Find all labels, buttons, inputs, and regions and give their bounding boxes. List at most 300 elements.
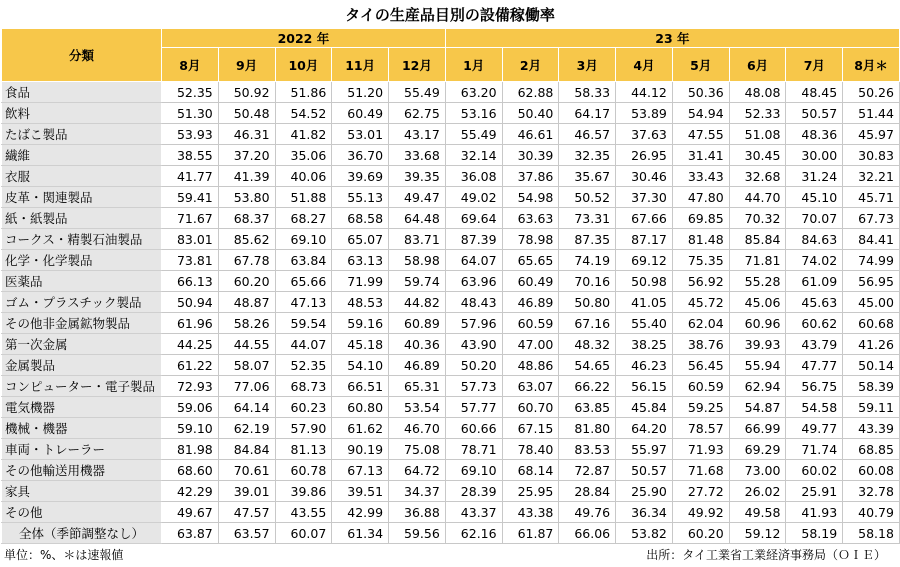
value-cell: 64.14 (218, 397, 275, 418)
value-cell: 85.62 (218, 229, 275, 250)
value-cell: 25.90 (616, 481, 673, 502)
value-cell: 60.07 (275, 523, 332, 544)
value-cell: 61.22 (162, 355, 219, 376)
value-cell: 53.89 (616, 103, 673, 124)
value-cell: 66.06 (559, 523, 616, 544)
value-cell: 60.59 (502, 313, 559, 334)
table-row (2, 481, 900, 502)
value-cell: 50.94 (162, 292, 219, 313)
value-cell: 62.04 (672, 313, 729, 334)
value-cell: 50.48 (218, 103, 275, 124)
value-cell: 39.86 (275, 481, 332, 502)
year-header-2023: 23 年 (445, 29, 899, 48)
value-cell: 60.20 (218, 271, 275, 292)
value-cell: 60.80 (332, 397, 389, 418)
value-cell: 41.05 (616, 292, 673, 313)
utilization-table (1, 28, 900, 544)
value-cell: 48.45 (786, 82, 843, 103)
value-cell: 60.49 (502, 271, 559, 292)
value-cell: 61.09 (786, 271, 843, 292)
row-category-label: 衣服 (2, 166, 162, 187)
value-cell: 67.78 (218, 250, 275, 271)
value-cell: 59.41 (162, 187, 219, 208)
month-header: 8月＊ (843, 48, 900, 82)
value-cell: 66.13 (162, 271, 219, 292)
category-header: 分類 (2, 29, 162, 82)
value-cell: 69.10 (445, 460, 502, 481)
value-cell: 64.07 (445, 250, 502, 271)
value-cell: 51.44 (843, 103, 900, 124)
value-cell: 28.39 (445, 481, 502, 502)
value-cell: 49.47 (389, 187, 446, 208)
month-header: 11月 (332, 48, 389, 82)
value-cell: 63.87 (162, 523, 219, 544)
row-category-label: ゴム・プラスチック製品 (2, 292, 162, 313)
value-cell: 37.63 (616, 124, 673, 145)
value-cell: 46.70 (389, 418, 446, 439)
value-cell: 63.85 (559, 397, 616, 418)
value-cell: 62.94 (729, 376, 786, 397)
table-row (2, 292, 900, 313)
value-cell: 46.31 (218, 124, 275, 145)
value-cell: 45.10 (786, 187, 843, 208)
page-title: タイの生産品目別の設備稼働率 (345, 6, 555, 24)
value-cell: 78.71 (445, 439, 502, 460)
value-cell: 83.71 (389, 229, 446, 250)
value-cell: 60.78 (275, 460, 332, 481)
value-cell: 67.15 (502, 418, 559, 439)
value-cell: 40.36 (389, 334, 446, 355)
table-row (2, 313, 900, 334)
value-cell: 49.02 (445, 187, 502, 208)
value-cell: 43.79 (786, 334, 843, 355)
row-category-label: 食品 (2, 82, 162, 103)
unit-note: 単位：%、＊は速報値 (4, 548, 124, 562)
value-cell: 50.98 (616, 271, 673, 292)
value-cell: 45.00 (843, 292, 900, 313)
value-cell: 58.19 (786, 523, 843, 544)
value-cell: 70.61 (218, 460, 275, 481)
value-cell: 64.17 (559, 103, 616, 124)
year-header-2022: 2022 年 (162, 29, 446, 48)
row-category-label: 全体（季節調整なし） (2, 523, 162, 544)
value-cell: 45.72 (672, 292, 729, 313)
table-row (2, 376, 900, 397)
value-cell: 41.77 (162, 166, 219, 187)
value-cell: 26.95 (616, 145, 673, 166)
value-cell: 31.41 (672, 145, 729, 166)
value-cell: 63.07 (502, 376, 559, 397)
value-cell: 71.99 (332, 271, 389, 292)
value-cell: 39.69 (332, 166, 389, 187)
table-row (2, 103, 900, 124)
value-cell: 43.39 (843, 418, 900, 439)
value-cell: 56.95 (843, 271, 900, 292)
value-cell: 35.06 (275, 145, 332, 166)
value-cell: 46.89 (389, 355, 446, 376)
value-cell: 45.97 (843, 124, 900, 145)
value-cell: 63.96 (445, 271, 502, 292)
value-cell: 59.74 (389, 271, 446, 292)
value-cell: 44.55 (218, 334, 275, 355)
value-cell: 25.95 (502, 481, 559, 502)
value-cell: 74.99 (843, 250, 900, 271)
value-cell: 50.14 (843, 355, 900, 376)
table-row (2, 460, 900, 481)
value-cell: 84.63 (786, 229, 843, 250)
value-cell: 62.16 (445, 523, 502, 544)
value-cell: 81.80 (559, 418, 616, 439)
value-cell: 60.70 (502, 397, 559, 418)
value-cell: 60.96 (729, 313, 786, 334)
value-cell: 46.61 (502, 124, 559, 145)
value-cell: 48.53 (332, 292, 389, 313)
value-cell: 69.10 (275, 229, 332, 250)
value-cell: 59.25 (672, 397, 729, 418)
value-cell: 53.01 (332, 124, 389, 145)
value-cell: 68.85 (843, 439, 900, 460)
value-cell: 54.10 (332, 355, 389, 376)
value-cell: 56.92 (672, 271, 729, 292)
value-cell: 58.39 (843, 376, 900, 397)
value-cell: 84.84 (218, 439, 275, 460)
row-category-label: 化学・化学製品 (2, 250, 162, 271)
value-cell: 57.90 (275, 418, 332, 439)
value-cell: 72.87 (559, 460, 616, 481)
row-category-label: 紙・紙製品 (2, 208, 162, 229)
value-cell: 28.84 (559, 481, 616, 502)
row-category-label: 電気機器 (2, 397, 162, 418)
value-cell: 51.88 (275, 187, 332, 208)
value-cell: 49.58 (729, 502, 786, 523)
value-cell: 59.56 (389, 523, 446, 544)
value-cell: 87.17 (616, 229, 673, 250)
value-cell: 54.58 (786, 397, 843, 418)
value-cell: 52.35 (162, 82, 219, 103)
value-cell: 32.14 (445, 145, 502, 166)
value-cell: 74.02 (786, 250, 843, 271)
value-cell: 73.31 (559, 208, 616, 229)
value-cell: 45.18 (332, 334, 389, 355)
value-cell: 60.49 (332, 103, 389, 124)
value-cell: 75.35 (672, 250, 729, 271)
value-cell: 36.34 (616, 502, 673, 523)
value-cell: 58.98 (389, 250, 446, 271)
value-cell: 50.80 (559, 292, 616, 313)
value-cell: 39.35 (389, 166, 446, 187)
value-cell: 84.41 (843, 229, 900, 250)
value-cell: 43.38 (502, 502, 559, 523)
value-cell: 39.93 (729, 334, 786, 355)
value-cell: 62.19 (218, 418, 275, 439)
value-cell: 45.71 (843, 187, 900, 208)
table-row (2, 502, 900, 523)
value-cell: 71.74 (786, 439, 843, 460)
value-cell: 71.67 (162, 208, 219, 229)
value-cell: 68.14 (502, 460, 559, 481)
table-row (2, 82, 900, 103)
value-cell: 50.52 (559, 187, 616, 208)
value-cell: 63.84 (275, 250, 332, 271)
value-cell: 66.51 (332, 376, 389, 397)
value-cell: 67.13 (332, 460, 389, 481)
value-cell: 68.37 (218, 208, 275, 229)
value-cell: 51.30 (162, 103, 219, 124)
value-cell: 64.20 (616, 418, 673, 439)
value-cell: 33.43 (672, 166, 729, 187)
value-cell: 48.36 (786, 124, 843, 145)
value-cell: 60.59 (672, 376, 729, 397)
value-cell: 38.76 (672, 334, 729, 355)
value-cell: 50.57 (616, 460, 673, 481)
value-cell: 45.84 (616, 397, 673, 418)
value-cell: 36.08 (445, 166, 502, 187)
month-header: 4月 (616, 48, 673, 82)
value-cell: 73.00 (729, 460, 786, 481)
value-cell: 47.80 (672, 187, 729, 208)
value-cell: 78.98 (502, 229, 559, 250)
value-cell: 45.06 (729, 292, 786, 313)
value-cell: 67.73 (843, 208, 900, 229)
value-cell: 30.45 (729, 145, 786, 166)
value-cell: 59.06 (162, 397, 219, 418)
value-cell: 47.77 (786, 355, 843, 376)
value-cell: 67.66 (616, 208, 673, 229)
value-cell: 60.68 (843, 313, 900, 334)
row-category-label: 車両・トレーラー (2, 439, 162, 460)
table-row (2, 208, 900, 229)
value-cell: 78.40 (502, 439, 559, 460)
value-cell: 32.78 (843, 481, 900, 502)
value-cell: 54.98 (502, 187, 559, 208)
row-category-label: 飲料 (2, 103, 162, 124)
value-cell: 60.08 (843, 460, 900, 481)
value-cell: 60.20 (672, 523, 729, 544)
table-row (2, 124, 900, 145)
value-cell: 25.91 (786, 481, 843, 502)
value-cell: 41.26 (843, 334, 900, 355)
source-note: 出所：タイ工業省工業経済事務局（ＯＩＥ） (646, 548, 886, 562)
value-cell: 71.93 (672, 439, 729, 460)
table-row (2, 271, 900, 292)
row-category-label: 繊維 (2, 145, 162, 166)
value-cell: 63.57 (218, 523, 275, 544)
table-row (2, 250, 900, 271)
value-cell: 51.86 (275, 82, 332, 103)
value-cell: 44.07 (275, 334, 332, 355)
value-cell: 65.65 (502, 250, 559, 271)
value-cell: 68.73 (275, 376, 332, 397)
value-cell: 44.25 (162, 334, 219, 355)
value-cell: 61.62 (332, 418, 389, 439)
value-cell: 34.37 (389, 481, 446, 502)
value-cell: 59.10 (162, 418, 219, 439)
value-cell: 50.40 (502, 103, 559, 124)
value-cell: 37.86 (502, 166, 559, 187)
row-category-label: 金属製品 (2, 355, 162, 376)
row-category-label: その他 (2, 502, 162, 523)
month-header: 10月 (275, 48, 332, 82)
value-cell: 87.39 (445, 229, 502, 250)
value-cell: 59.54 (275, 313, 332, 334)
value-cell: 49.67 (162, 502, 219, 523)
value-cell: 48.32 (559, 334, 616, 355)
value-cell: 64.72 (389, 460, 446, 481)
value-cell: 65.66 (275, 271, 332, 292)
value-cell: 53.93 (162, 124, 219, 145)
month-header: 3月 (559, 48, 616, 82)
value-cell: 39.01 (218, 481, 275, 502)
month-header: 9月 (218, 48, 275, 82)
value-cell: 69.29 (729, 439, 786, 460)
value-cell: 32.35 (559, 145, 616, 166)
value-cell: 44.82 (389, 292, 446, 313)
row-category-label: その他非金属鉱物製品 (2, 313, 162, 334)
value-cell: 71.81 (729, 250, 786, 271)
row-category-label: 第一次金属 (2, 334, 162, 355)
value-cell: 58.07 (218, 355, 275, 376)
value-cell: 59.12 (729, 523, 786, 544)
value-cell: 40.79 (843, 502, 900, 523)
value-cell: 83.53 (559, 439, 616, 460)
value-cell: 41.93 (786, 502, 843, 523)
value-cell: 66.99 (729, 418, 786, 439)
value-cell: 55.97 (616, 439, 673, 460)
value-cell: 59.16 (332, 313, 389, 334)
value-cell: 30.39 (502, 145, 559, 166)
value-cell: 60.66 (445, 418, 502, 439)
value-cell: 36.70 (332, 145, 389, 166)
value-cell: 71.68 (672, 460, 729, 481)
value-cell: 62.75 (389, 103, 446, 124)
value-cell: 60.23 (275, 397, 332, 418)
value-cell: 56.15 (616, 376, 673, 397)
row-category-label: 皮革・関連製品 (2, 187, 162, 208)
value-cell: 40.06 (275, 166, 332, 187)
month-header: 2月 (502, 48, 559, 82)
value-cell: 57.73 (445, 376, 502, 397)
value-cell: 68.60 (162, 460, 219, 481)
value-cell: 73.81 (162, 250, 219, 271)
value-cell: 60.89 (389, 313, 446, 334)
table-row (2, 145, 900, 166)
table-row (2, 229, 900, 250)
value-cell: 70.32 (729, 208, 786, 229)
value-cell: 54.65 (559, 355, 616, 376)
value-cell: 32.21 (843, 166, 900, 187)
value-cell: 46.57 (559, 124, 616, 145)
value-cell: 87.35 (559, 229, 616, 250)
value-cell: 44.70 (729, 187, 786, 208)
value-cell: 66.22 (559, 376, 616, 397)
value-cell: 41.82 (275, 124, 332, 145)
value-cell: 60.62 (786, 313, 843, 334)
value-cell: 50.36 (672, 82, 729, 103)
value-cell: 55.49 (389, 82, 446, 103)
value-cell: 70.16 (559, 271, 616, 292)
table-row (2, 418, 900, 439)
month-header: 7月 (786, 48, 843, 82)
value-cell: 38.55 (162, 145, 219, 166)
row-category-label: 医薬品 (2, 271, 162, 292)
value-cell: 46.89 (502, 292, 559, 313)
value-cell: 39.51 (332, 481, 389, 502)
value-cell: 53.54 (389, 397, 446, 418)
table-row (2, 397, 900, 418)
value-cell: 49.77 (786, 418, 843, 439)
value-cell: 57.96 (445, 313, 502, 334)
value-cell: 68.58 (332, 208, 389, 229)
value-cell: 63.20 (445, 82, 502, 103)
value-cell: 81.13 (275, 439, 332, 460)
value-cell: 60.02 (786, 460, 843, 481)
value-cell: 47.57 (218, 502, 275, 523)
value-cell: 48.87 (218, 292, 275, 313)
value-cell: 48.08 (729, 82, 786, 103)
value-cell: 50.26 (843, 82, 900, 103)
value-cell: 81.48 (672, 229, 729, 250)
table-footer (0, 544, 900, 564)
value-cell: 32.68 (729, 166, 786, 187)
value-cell: 61.34 (332, 523, 389, 544)
month-header: 8月 (162, 48, 219, 82)
value-cell: 78.57 (672, 418, 729, 439)
value-cell: 67.16 (559, 313, 616, 334)
value-cell: 30.83 (843, 145, 900, 166)
value-cell: 55.94 (729, 355, 786, 376)
value-cell: 33.68 (389, 145, 446, 166)
table-row (2, 187, 900, 208)
value-cell: 55.40 (616, 313, 673, 334)
value-cell: 72.93 (162, 376, 219, 397)
table-row (2, 334, 900, 355)
value-cell: 65.31 (389, 376, 446, 397)
row-category-label: 家具 (2, 481, 162, 502)
value-cell: 56.75 (786, 376, 843, 397)
value-cell: 52.35 (275, 355, 332, 376)
value-cell: 53.16 (445, 103, 502, 124)
value-cell: 61.87 (502, 523, 559, 544)
row-category-label: コンピューター・電子製品 (2, 376, 162, 397)
value-cell: 57.77 (445, 397, 502, 418)
value-cell: 41.39 (218, 166, 275, 187)
month-header: 1月 (445, 48, 502, 82)
month-header: 12月 (389, 48, 446, 82)
value-cell: 69.12 (616, 250, 673, 271)
value-cell: 55.13 (332, 187, 389, 208)
value-cell: 75.08 (389, 439, 446, 460)
value-cell: 63.13 (332, 250, 389, 271)
value-cell: 35.67 (559, 166, 616, 187)
value-cell: 59.11 (843, 397, 900, 418)
value-cell: 53.82 (616, 523, 673, 544)
value-cell: 48.43 (445, 292, 502, 313)
row-category-label: 機械・機器 (2, 418, 162, 439)
value-cell: 63.63 (502, 208, 559, 229)
value-cell: 42.99 (332, 502, 389, 523)
value-cell: 58.26 (218, 313, 275, 334)
value-cell: 83.01 (162, 229, 219, 250)
value-cell: 50.57 (786, 103, 843, 124)
value-cell: 30.46 (616, 166, 673, 187)
value-cell: 77.06 (218, 376, 275, 397)
value-cell: 47.55 (672, 124, 729, 145)
value-cell: 74.19 (559, 250, 616, 271)
value-cell: 26.02 (729, 481, 786, 502)
value-cell: 42.29 (162, 481, 219, 502)
value-cell: 47.00 (502, 334, 559, 355)
value-cell: 45.63 (786, 292, 843, 313)
